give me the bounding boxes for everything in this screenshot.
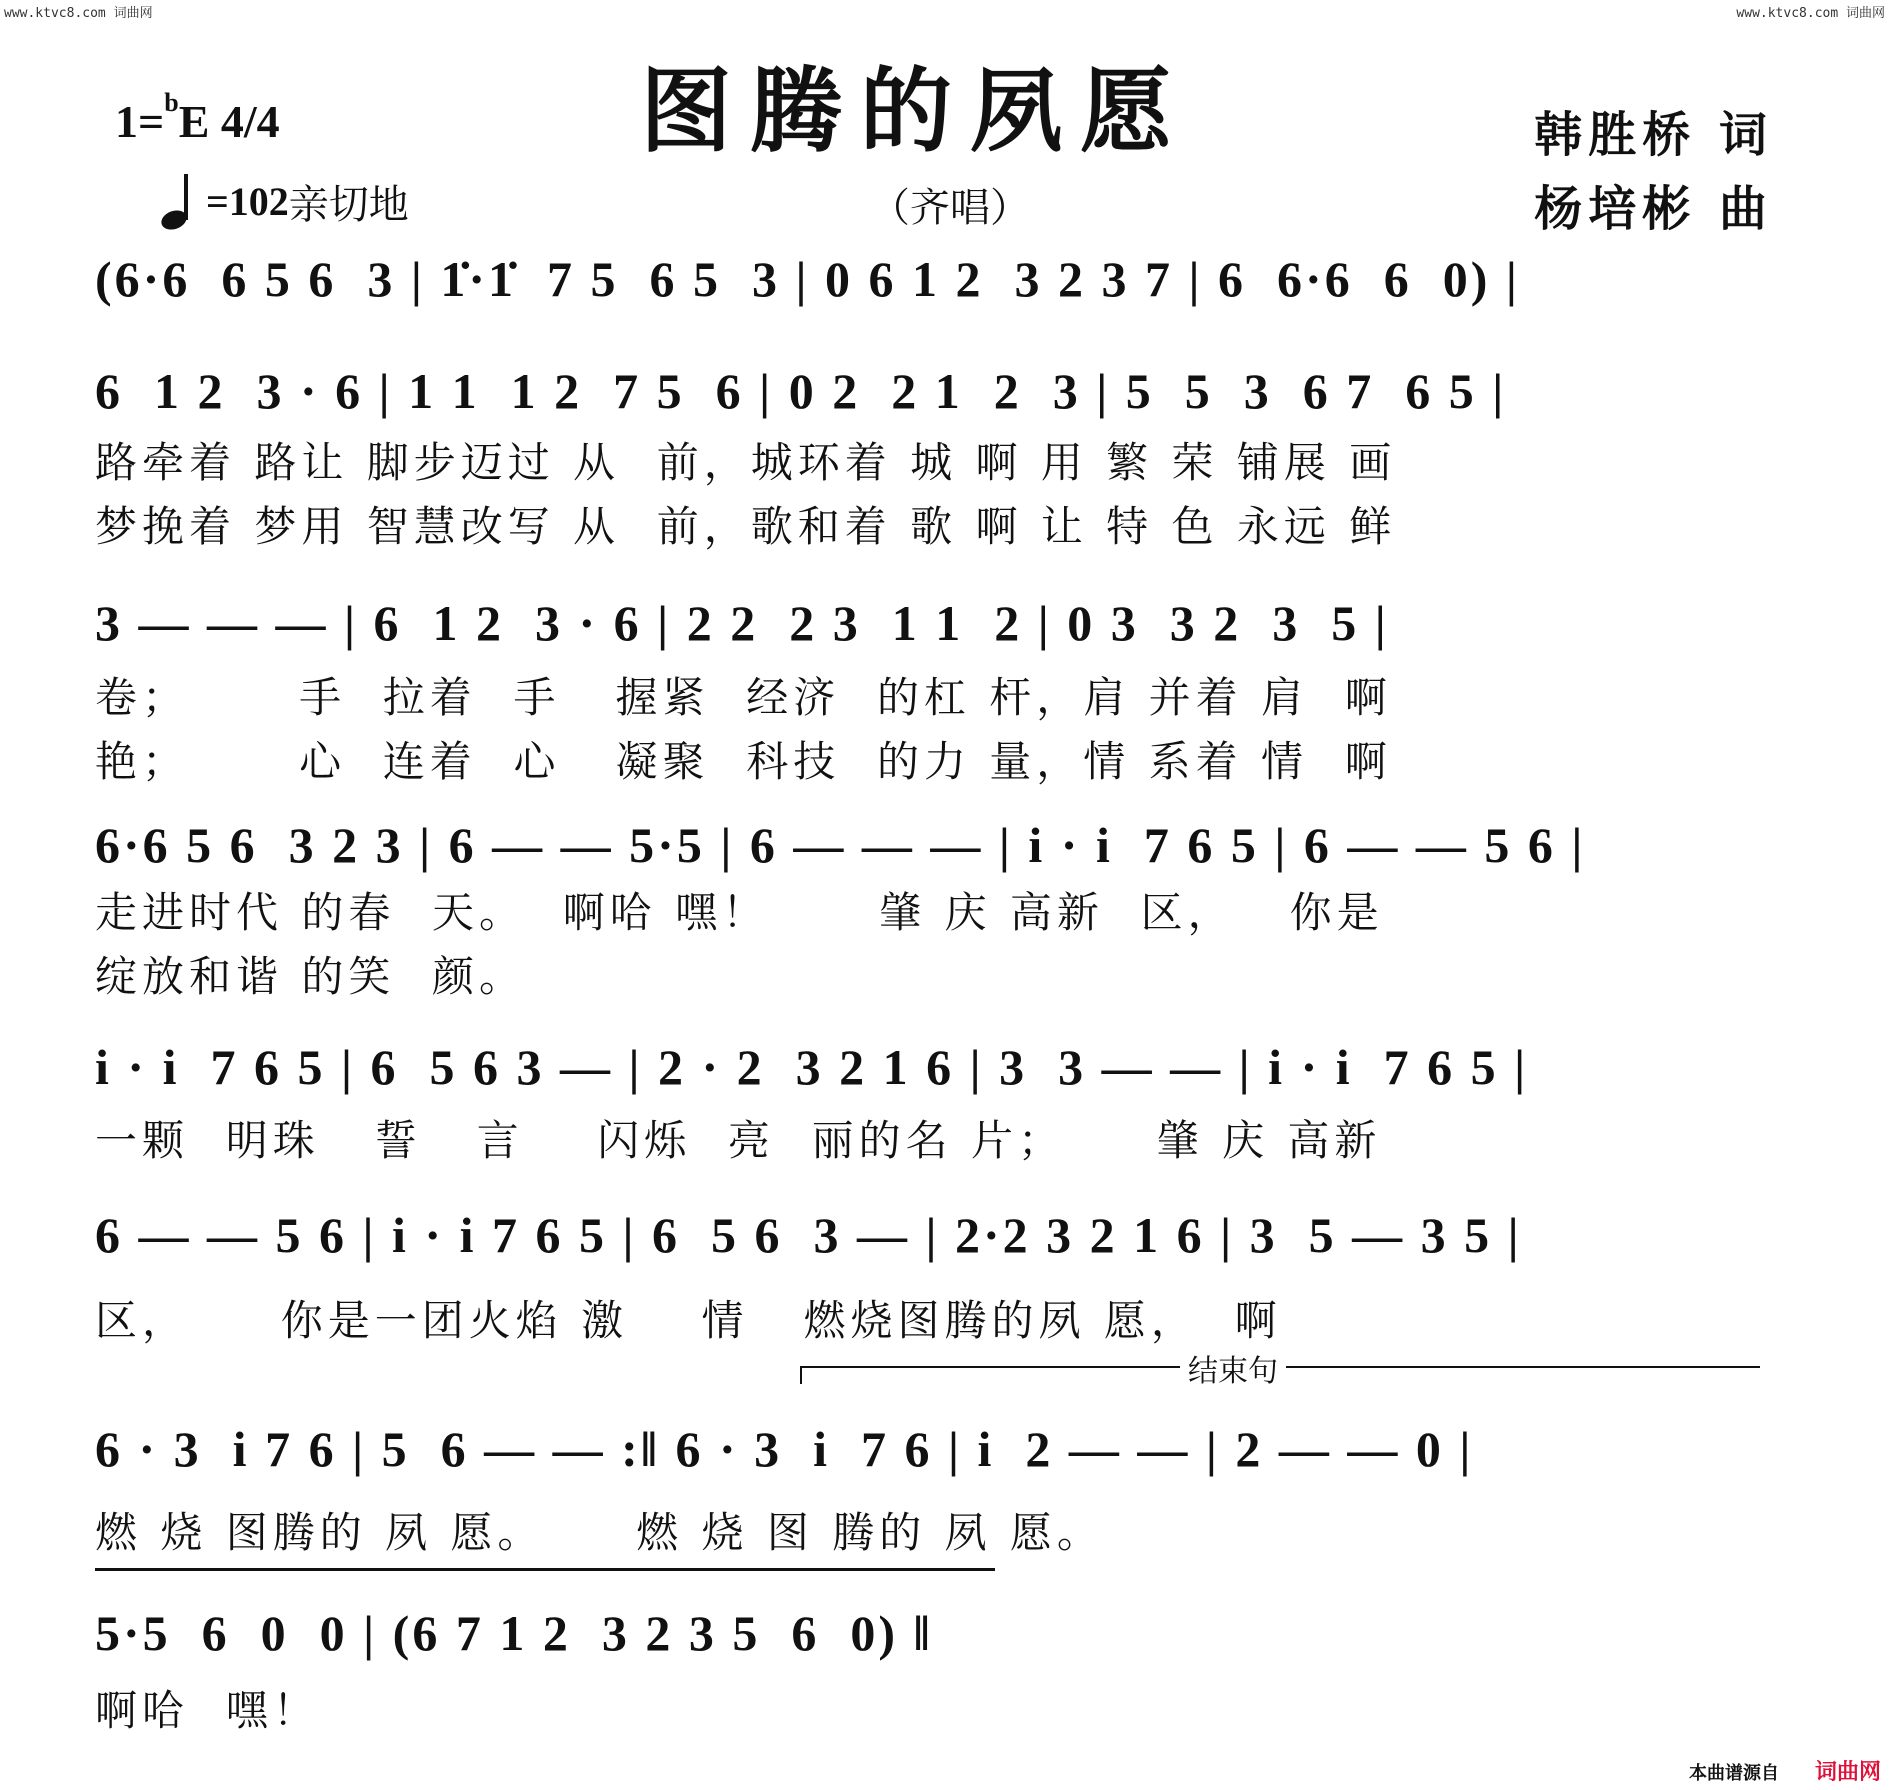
lyric-line-5: 区， 你是一团火焰 激 情 燃烧图腾的夙 愿， 啊 <box>95 1296 1282 1345</box>
subtitle: （齐唱） <box>870 185 1030 231</box>
ending-bracket <box>800 1346 1760 1389</box>
lyric-line-4: 一颗 明珠 誓 言 闪烁 亮 丽的名 片； 肇 庆 高新 <box>95 1116 1382 1165</box>
lyric-line-1a: 路牵着 路让 脚步迈过 从 前，城环着 城 啊 用 繁 荣 铺展 画 <box>95 438 1397 487</box>
lyric-line-7: 啊哈 嘿！ <box>95 1686 320 1735</box>
ending-label: 结束句 <box>1180 1346 1286 1390</box>
lyric-line-2b: 艳； 心 连着 心 凝聚 科技 的力 量，情 系着 情 啊 <box>95 737 1392 786</box>
page-title: 图腾的夙愿 <box>640 57 1191 165</box>
key-prefix: 1= <box>115 96 165 147</box>
footer-brand[interactable]: 词曲网 <box>1814 1760 1881 1785</box>
lyric-line-3b: 绽放和谐 的笑 颜。 <box>95 952 527 1001</box>
watermark-right: www.ktvc8.com 词曲网 <box>1736 6 1885 21</box>
footer-source: 本曲谱源自 <box>1688 1763 1779 1784</box>
notation-line-3: 6·6 5 6 3 2 3 | 6 — — 5·5 | 6 — — — | i · i 7 6 5 | 6 — — 5 6 | <box>95 817 1586 873</box>
key-flat: b <box>164 88 179 117</box>
footer <box>1689 1755 1881 1786</box>
tempo-value: =102 <box>206 178 289 224</box>
notation-line-2: 3 — — — | 6 1 2 3 · 6 | 2 2 2 3 1 1 2 | 0 3 3 2 3 5 | <box>95 595 1389 651</box>
composer-credit: 杨培彬 曲 <box>1534 181 1773 237</box>
notation-line-5: 6 — — 5 6 | i · i 7 6 5 | 6 5 6 3 — | 2·2 3 2 1 6 | 3 5 — 3 5 | <box>95 1207 1522 1263</box>
notation-line-4: i · i 7 6 5 | 6 5 6 3 — | 2 · 2 3 2 1 6 | 3 3 — — | i · i 7 6 5 | <box>95 1039 1529 1095</box>
tempo-mark: 亲切地 <box>288 181 409 228</box>
ending-hook-left <box>800 1366 802 1384</box>
lyric-line-6: 燃 烧 图腾的 夙 愿。 燃 烧 图 腾的 夙 愿。 <box>95 1508 1104 1557</box>
intro-line: (6·6 6 5 6 3 | 1̇·1̇ 7 5 6 5 3 | 0 6 1 2 3 2 3 7 | 6 6·6 6 0) | <box>95 251 1520 307</box>
tempo-marking <box>160 172 409 230</box>
notation-line-7: 5·5 6 0 0 | (6 7 1 2 3 2 3 5 6 0) ‖ <box>95 1605 933 1661</box>
key-signature <box>115 88 280 148</box>
key-rest: E 4/4 <box>178 96 280 147</box>
lyric-line-1b: 梦挽着 梦用 智慧改写 从 前，歌和着 歌 啊 让 特 色 永远 鲜 <box>95 502 1397 551</box>
quarter-note-icon <box>160 172 200 230</box>
notation-line-1: 6 1 2 3 · 6 | 1 1 1 2 7 5 6 | 0 2 2 1 2 3 | 5 5 3 6 7 6 5 | <box>95 363 1507 419</box>
lyric-line-2a: 卷； 手 拉着 手 握紧 经济 的杠 杆，肩 并着 肩 啊 <box>95 673 1392 722</box>
notation-line-6: 6 · 3 i 7 6 | 5 6 — — :‖ 6 · 3 i 7 6 | i 2 — — | 2 — — 0 | <box>95 1421 1474 1477</box>
watermark-left: www.ktvc8.com 词曲网 <box>4 6 153 21</box>
lyric-line-3a: 走进时代 的春 天。 啊哈 嘿！ 肇 庆 高新 区， 你是 <box>95 888 1384 937</box>
lyricist-credit: 韩胜桥 词 <box>1534 107 1773 163</box>
coda-bracket <box>95 1568 995 1571</box>
